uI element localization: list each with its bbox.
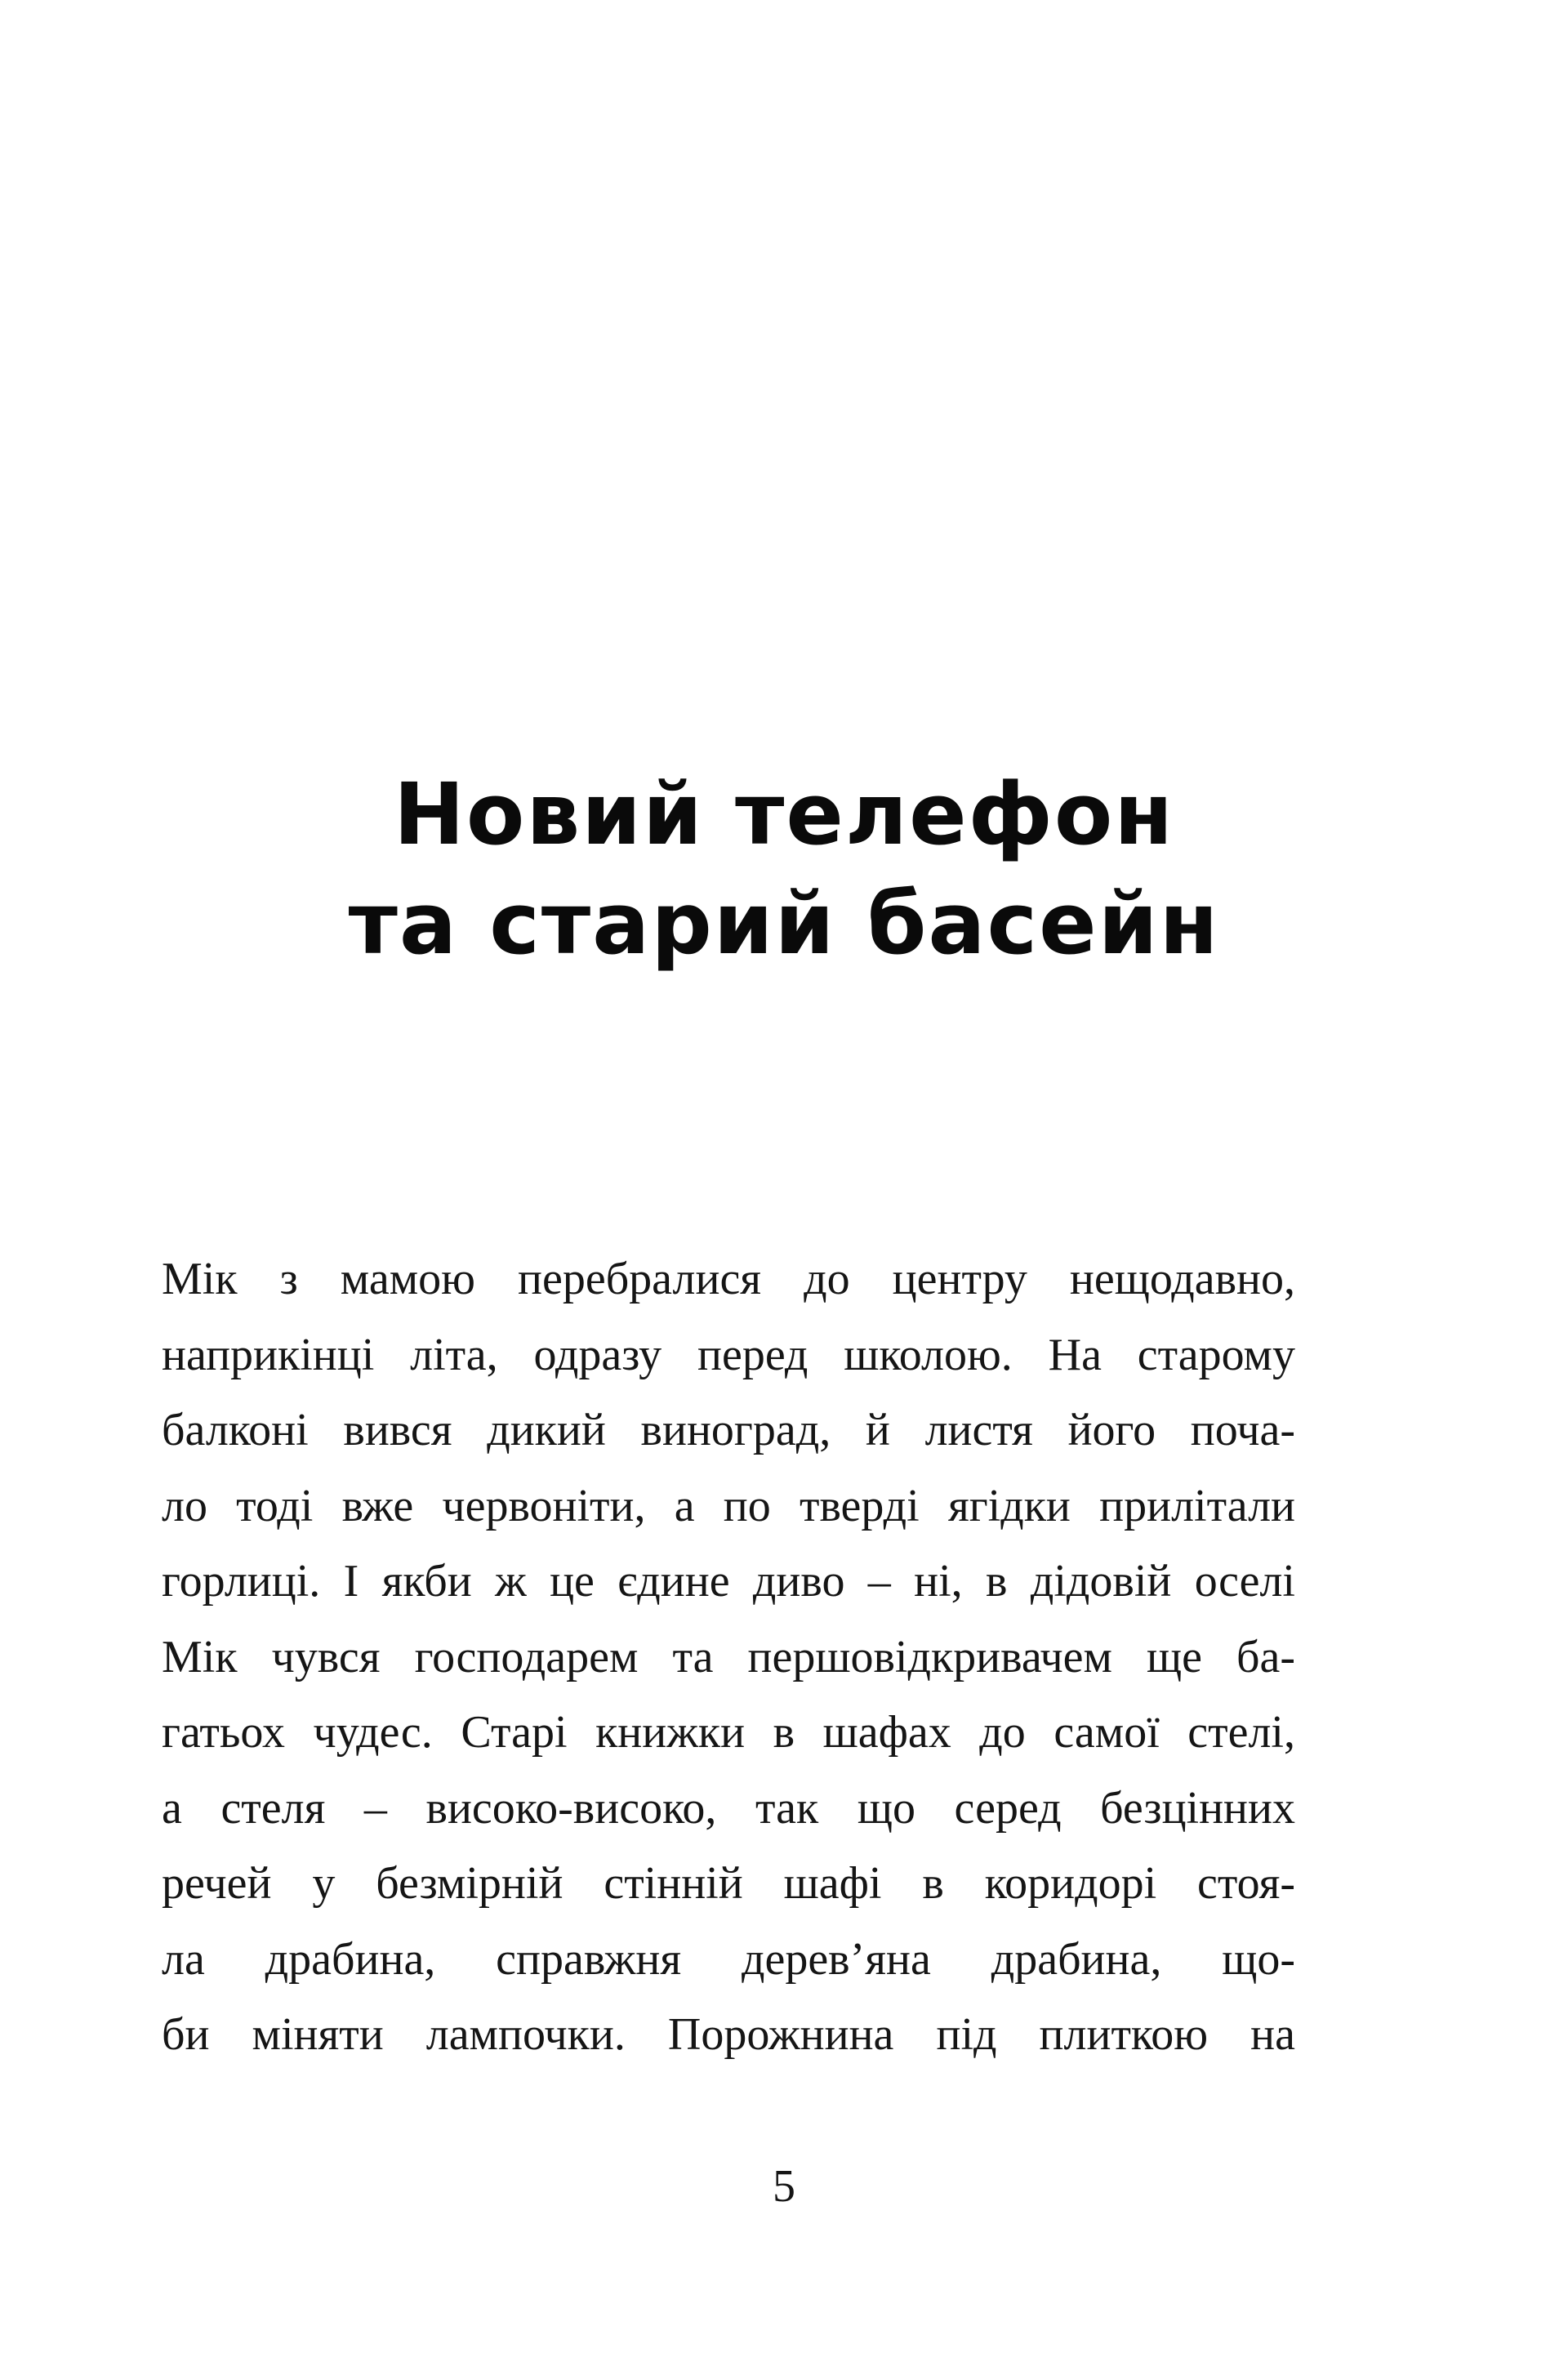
paragraph-line: Мік з мамою перебралися до центру нещодавно, <box>162 1254 1295 1304</box>
paragraph-line: Мік чувся господарем та першовідкривачем ще ба- <box>162 1631 1295 1682</box>
page-number: 5 <box>773 2161 795 2212</box>
paragraph-line: речей у безмірній стінній шафі в коридорі стоя- <box>162 1858 1295 1909</box>
chapter-title-line-2: та старий басейн <box>348 874 1220 974</box>
paragraph-line: би міняти лампочки. Порожнина під плиткою на <box>162 2009 1295 2060</box>
chapter-title-line-1: Новий телефон <box>393 764 1175 864</box>
paragraph-line: наприкінці літа, одразу перед школою. На старому <box>162 1329 1295 1380</box>
paragraph-line: горлиці. І якби ж це єдине диво – ні, в дідовій оселі <box>162 1556 1295 1607</box>
paragraph-line: ла драбина, справжня дерев’яна драбина, що- <box>162 1933 1295 1985</box>
paragraph-line: балконі вився дикий виноград, й листя його поча- <box>162 1405 1295 1455</box>
body-paragraph <box>162 1241 1295 2073</box>
paragraph-line: ло тоді вже червоніти, а по тверді ягідки прилітали <box>162 1480 1295 1531</box>
chapter-title <box>0 760 1568 978</box>
paragraph-line: гатьох чудес. Старі книжки в шафах до самої стелі, <box>162 1707 1295 1758</box>
paragraph-line: а стеля – високо-високо, так що серед безцінних <box>162 1782 1295 1834</box>
